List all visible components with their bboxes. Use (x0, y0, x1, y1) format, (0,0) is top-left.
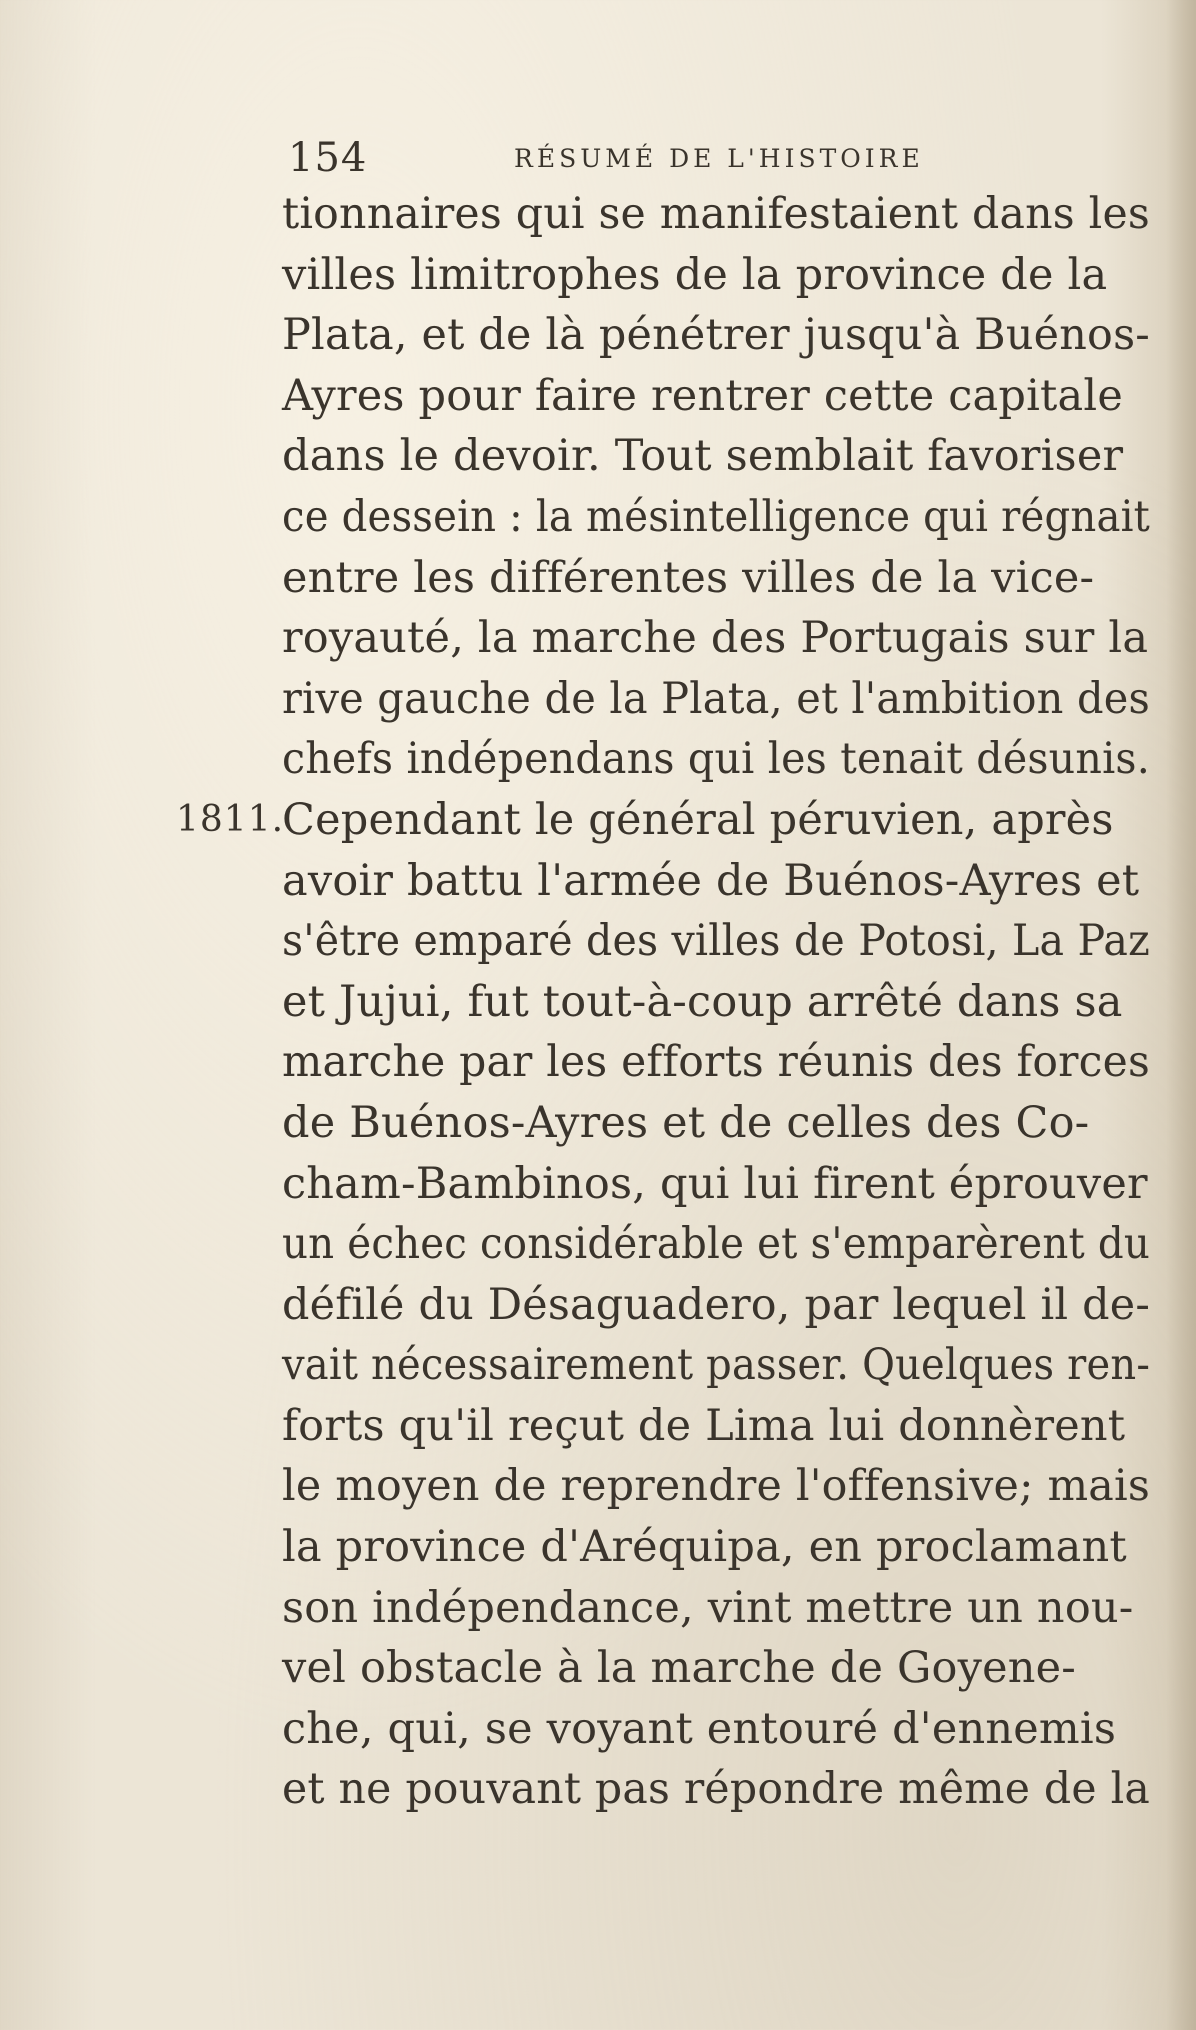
line-text: le moyen de reprendre l'offensive; mais (282, 1461, 1151, 1512)
line-text: dans le devoir. Tout semblait favoriser (282, 431, 1124, 482)
text-line (282, 305, 1162, 366)
line-text: son indépendance, vint mettre un nou- (282, 1582, 1134, 1633)
text-line (282, 245, 1162, 306)
text-line (282, 1759, 1162, 1820)
line-text: royauté, la marche des Portugais sur la (282, 613, 1149, 664)
line-text: et ne pouvant pas répondre même de la (282, 1764, 1151, 1815)
line-text: s'être emparé des villes de Potosi, La Paz (282, 916, 1150, 967)
line-text: Ayres pour faire rentrer cette capitale (282, 370, 1123, 421)
text-line (282, 548, 1162, 609)
text-line (282, 1456, 1162, 1517)
line-text: cham-Bambinos, qui lui firent éprouver (282, 1158, 1148, 1209)
page-header (288, 128, 1068, 188)
text-line (282, 972, 1162, 1033)
text-line (282, 1638, 1162, 1699)
line-text: de Buénos-Ayres et de celles des Co- (282, 1097, 1090, 1148)
line-text: entre les différentes villes de la vice- (282, 552, 1095, 603)
text-line (176, 790, 1162, 851)
line-text: vait nécessairement passer. Quelques ren- (282, 1340, 1151, 1391)
line-text: un échec considérable et s'emparèrent du (282, 1219, 1150, 1270)
text-line (282, 851, 1162, 912)
body-text (176, 184, 1162, 1820)
line-text: chefs indépendans qui les tenait désunis. (282, 734, 1151, 785)
line-text: forts qu'il reçut de Lima lui donnèrent (282, 1400, 1126, 1451)
text-line (282, 366, 1162, 427)
line-text: Cependant le général péruvien, après (282, 794, 1114, 845)
text-line (282, 911, 1162, 972)
running-head: RÉSUMÉ DE L'HISTOIRE (514, 144, 924, 173)
text-line (282, 669, 1162, 730)
text-line (282, 1396, 1162, 1457)
line-text: ce dessein : la mésintelligence qui régnait (282, 491, 1150, 542)
line-text: avoir battu l'armée de Buénos-Ayres et (282, 855, 1140, 906)
text-line (282, 426, 1162, 487)
text-line (282, 1578, 1162, 1639)
text-line (282, 1032, 1162, 1093)
text-line (282, 184, 1162, 245)
page-number: 154 (288, 135, 368, 181)
text-line (282, 729, 1162, 790)
line-text: défilé du Désaguadero, par lequel il de- (282, 1279, 1151, 1330)
text-line (282, 1093, 1162, 1154)
text-line (282, 487, 1162, 548)
line-text: che, qui, se voyant entouré d'ennemis (282, 1703, 1117, 1754)
line-text: et Jujui, fut tout-à-coup arrêté dans sa (282, 976, 1123, 1027)
text-line (282, 1335, 1162, 1396)
text-line (282, 1214, 1162, 1275)
line-text: rive gauche de la Plata, et l'ambition des (282, 673, 1151, 724)
text-line (282, 1699, 1162, 1760)
line-text: vel obstacle à la marche de Goyene- (282, 1643, 1077, 1694)
line-text: Plata, et de là pénétrer jusqu'à Buénos- (282, 310, 1150, 361)
line-text: tionnaires qui se manifestaient dans les (282, 189, 1150, 239)
line-text: la province d'Aréquipa, en proclamant (282, 1522, 1127, 1573)
text-line (282, 1275, 1162, 1336)
page-gutter-shadow (1166, 0, 1196, 2030)
text-line (282, 608, 1162, 669)
margin-year-note: 1811. (176, 798, 285, 840)
line-text: marche par les efforts réunis des forces (282, 1037, 1151, 1088)
text-line (282, 1517, 1162, 1578)
line-text: villes limitrophes de la province de la (282, 249, 1108, 300)
text-line (282, 1154, 1162, 1215)
